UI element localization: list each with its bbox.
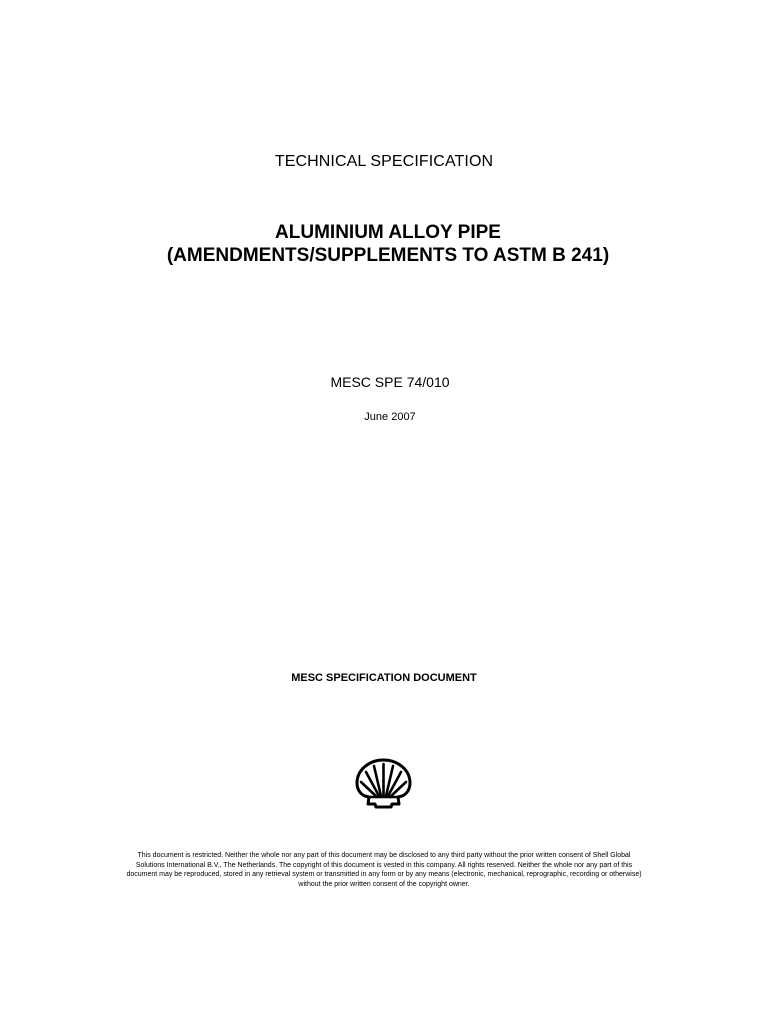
confidentiality-notice	[84, 851, 684, 889]
notice-line: without the prior written consent of the copyright owner.	[298, 880, 470, 888]
notice-line: This document is restricted. Neither the whole nor any part of this document may be disclosed to any third party without the prior written consent of Shell Global	[137, 852, 631, 859]
document-title-line-1: ALUMINIUM ALLOY PIPE	[275, 222, 501, 243]
document-date: June 2007	[364, 411, 416, 423]
spec-number: MESC SPE 74/010	[330, 374, 450, 390]
notice-line: Solutions International B.V., The Netherlands. The copyright of this document is vested in this company. All rights reserved. Neither the whole nor any part of this	[135, 861, 633, 869]
document-label: MESC SPECIFICATION DOCUMENT	[291, 672, 477, 684]
notice-line: document may be reproduced, stored in any retrieval system or transmitted in any form or by any means (electronic, mechanical, reprographic, recording or otherwise)	[126, 871, 642, 879]
document-type: TECHNICAL SPECIFICATION	[274, 153, 494, 170]
shell-logo-icon	[355, 758, 412, 810]
document-title-line-2: (AMENDMENTS/SUPPLEMENTS TO ASTM B 241)	[166, 245, 610, 266]
